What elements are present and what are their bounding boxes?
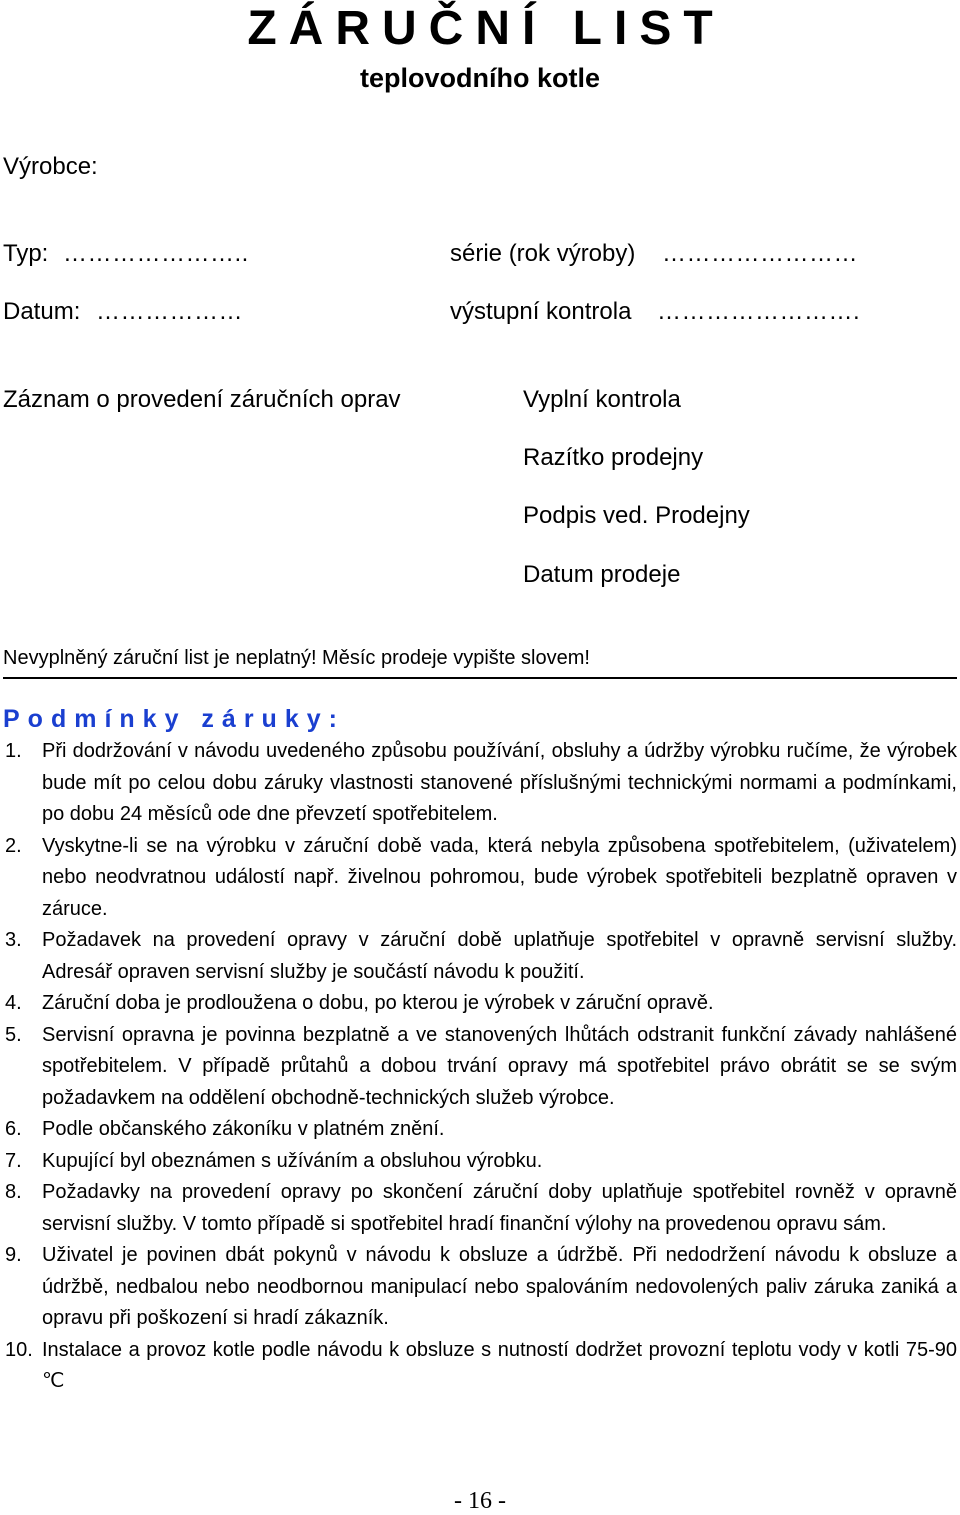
item-number: 1. — [5, 740, 22, 762]
item-text: Uživatel je povinen dbát pokynů v návodu k obsluze a údržbě. Při nedodržení návodu k obsluze a údržbě, nedbalou nebo neodbornou manipulací nebo spalováním nedovolených paliv záruka zaniká a opravu při poškození si hradí zákazník. — [42, 1244, 957, 1329]
series-label: série (rok výroby) — [450, 240, 636, 267]
repairs-record-label: Záznam o provedení záručních oprav — [3, 386, 401, 413]
sale-date-label: Datum prodeje — [523, 561, 681, 588]
item-text: Požadavky na provedení opravy po skončení záruční doby uplatňuje spotřebitel rovněž v opravně servisní služby. V tomto případě si spotřebitel hradí finanční výlohy na provedenou opravu sám. — [42, 1181, 957, 1235]
item-number: 3. — [5, 929, 22, 951]
item-text: Požadavek na provedení opravy v záruční době uplatňuje spotřebitel v opravně servisní služby. Adresář opraven servisní služby je součástí návodu k použití. — [42, 929, 957, 983]
item-number: 6. — [5, 1118, 22, 1140]
list-item — [5, 925, 957, 988]
divider — [3, 677, 957, 679]
list-item — [5, 1020, 957, 1115]
list-item — [5, 1146, 957, 1178]
date-field: ……………… — [96, 298, 243, 325]
shop-stamp-label: Razítko prodejny — [523, 444, 704, 471]
item-number: 4. — [5, 992, 22, 1014]
item-text: Záruční doba je prodloužena o dobu, po kterou je výrobek v záruční opravě. — [42, 992, 714, 1014]
series-field: …………………… — [662, 240, 858, 267]
item-number: 9. — [5, 1244, 22, 1266]
item-number: 5. — [5, 1023, 22, 1046]
item-text: Podle občanského zákoníku v platném znění. — [42, 1118, 445, 1140]
item-text: Instalace a provoz kotle podle návodu k obsluze s nutností dodržet provozní teplotu vody v kotli 75-90 ℃ — [42, 1338, 957, 1392]
item-number: 10. — [5, 1338, 33, 1361]
document-title: ZÁRUČNÍ LIST — [247, 2, 725, 55]
validity-warning: Nevyplněný záruční list je neplatný! Měsíc prodeje vypište slovem! — [3, 647, 590, 669]
item-text: Servisní opravna je povinna bezplatně a ve stanovených lhůtách odstranit funkční závady nahlášené spotřebitelem. V případě průtahů a dobou trvání opravy má spotřebitel právo obrátit se se svým požadavkem na oddělení obchodně-technických služeb výrobce. — [42, 1023, 957, 1109]
list-item — [5, 1240, 957, 1335]
shop-signature-label: Podpis ved. Prodejny — [523, 502, 750, 529]
manufacturer-label: Výrobce: — [3, 153, 98, 180]
list-item — [5, 988, 957, 1020]
conditions-list — [5, 736, 957, 1398]
fill-control-label: Vyplní kontrola — [523, 386, 681, 413]
list-item — [5, 1114, 957, 1146]
item-text: Vyskytne-li se na výrobku v záruční době vada, která nebyla způsobena spotřebitelem, (uživatelem) nebo neodvratnou událostí např. živelnou pohromou, bude výrobek spotřebiteli bezplatně opraven v záruce. — [42, 834, 957, 920]
list-item — [5, 1177, 957, 1240]
list-item — [5, 736, 957, 831]
output-control-label: výstupní kontrola — [450, 298, 632, 325]
item-number: 2. — [5, 834, 22, 857]
output-control-field: ……………………. — [657, 298, 861, 325]
conditions-heading: Podmínky záruky: — [3, 705, 345, 733]
date-label: Datum: — [3, 298, 81, 325]
item-number: 8. — [5, 1181, 22, 1203]
item-number: 7. — [5, 1149, 22, 1172]
list-item — [5, 1335, 957, 1398]
item-text: Při dodržování v návodu uvedeného způsobu používání, obsluhy a údržby výrobku ručíme, že výrobek bude mít po celou dobu záruky vlastnosti stanovené příslušnými technickými normami a podmínkami, po dobu 24 měsíců ode dne převzetí spotřebitelem. — [42, 740, 957, 825]
page-number: - 16 - — [454, 1488, 506, 1514]
item-text: Kupující byl obeznámen s užíváním a obsluhou výrobku. — [42, 1149, 543, 1172]
type-label: Typ: — [3, 240, 49, 267]
type-field: ………………….. — [63, 240, 249, 267]
list-item — [5, 831, 957, 926]
document-subtitle: teplovodního kotle — [360, 63, 600, 93]
